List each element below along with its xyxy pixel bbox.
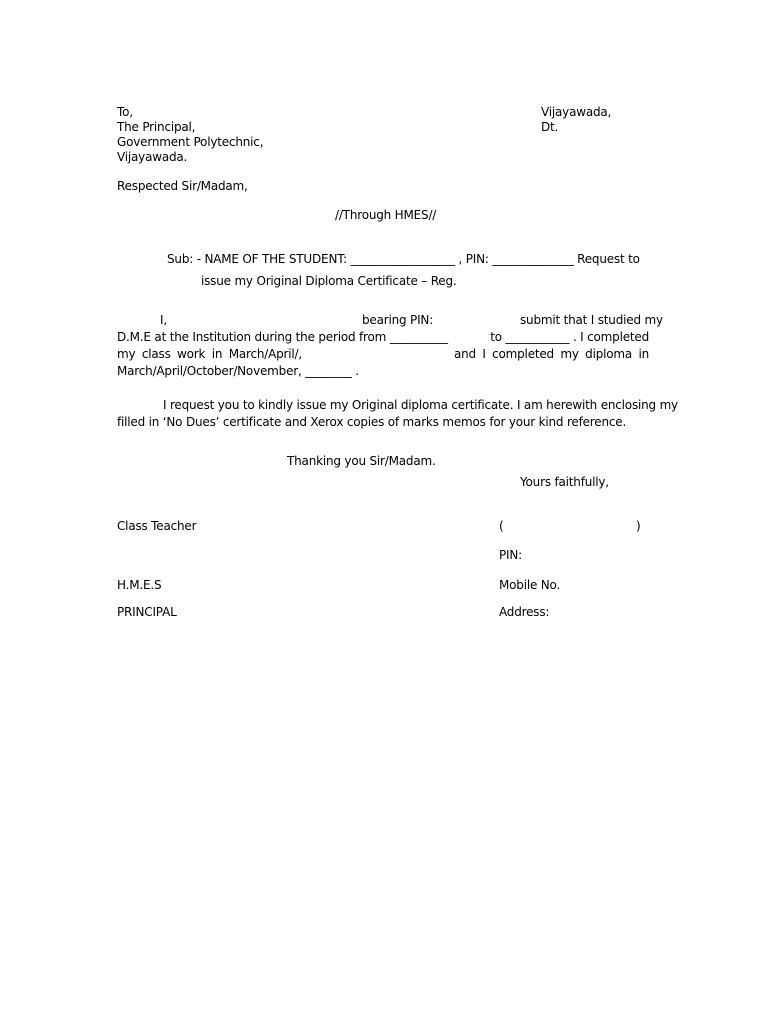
through-hmes: //Through HMES// <box>335 208 437 222</box>
thanks: Thanking you Sir/Madam. <box>287 454 436 468</box>
word: in <box>638 347 649 361</box>
date-label: Dt. <box>541 120 559 134</box>
word: diploma <box>585 347 633 361</box>
word: my <box>560 347 579 361</box>
body1-line3 <box>117 347 649 362</box>
word: work <box>177 347 206 361</box>
word: in <box>211 347 223 361</box>
body1-line2-period: D.M.E at the Institution during the period from __________ <box>117 330 448 344</box>
student-pin-label: PIN: <box>499 548 522 562</box>
word: completed <box>492 347 554 361</box>
address-city: Vijayawada. <box>117 150 188 164</box>
word: I <box>482 347 486 361</box>
place: Vijayawada, <box>541 105 612 119</box>
body2-line1: I request you to kindly issue my Original diploma certificate. I am herewith enclosing my <box>163 398 678 412</box>
class-teacher-label: Class Teacher <box>117 519 197 533</box>
body1-line1-submit: submit that I studied my <box>520 313 663 327</box>
body1-line1-pin: bearing PIN: <box>362 313 434 327</box>
body2-line2: filled in ‘No Dues’ certificate and Xerox copies of marks memos for your kind reference. <box>117 415 627 429</box>
body1-line4: March/April/October/November, ________ . <box>117 364 359 378</box>
body1-line2-completed: to ___________ . I completed <box>490 330 649 344</box>
word: March/April/, <box>228 347 302 361</box>
subject-line-2: issue my Original Diploma Certificate – Reg. <box>201 274 457 288</box>
student-mobile-label: Mobile No. <box>499 578 561 592</box>
closing: Yours faithfully, <box>520 475 609 489</box>
word: class <box>141 347 171 361</box>
address-principal: The Principal, <box>117 120 196 134</box>
student-address-label: Address: <box>499 605 550 619</box>
body1-line1-i: I, <box>160 313 167 327</box>
student-name-open-paren: ( <box>499 519 504 533</box>
salutation: Respected Sir/Madam, <box>117 179 248 193</box>
word: and <box>454 347 476 361</box>
subject-line-1: Sub: - NAME OF THE STUDENT: __________________ , PIN: ______________ Request to <box>167 252 640 266</box>
word: my <box>117 347 136 361</box>
principal-label: PRINCIPAL <box>117 605 177 619</box>
hmes-label: H.M.E.S <box>117 578 162 592</box>
address-to: To, <box>117 105 133 119</box>
address-institution: Government Polytechnic, <box>117 135 264 149</box>
student-name-close-paren: ) <box>636 519 641 533</box>
